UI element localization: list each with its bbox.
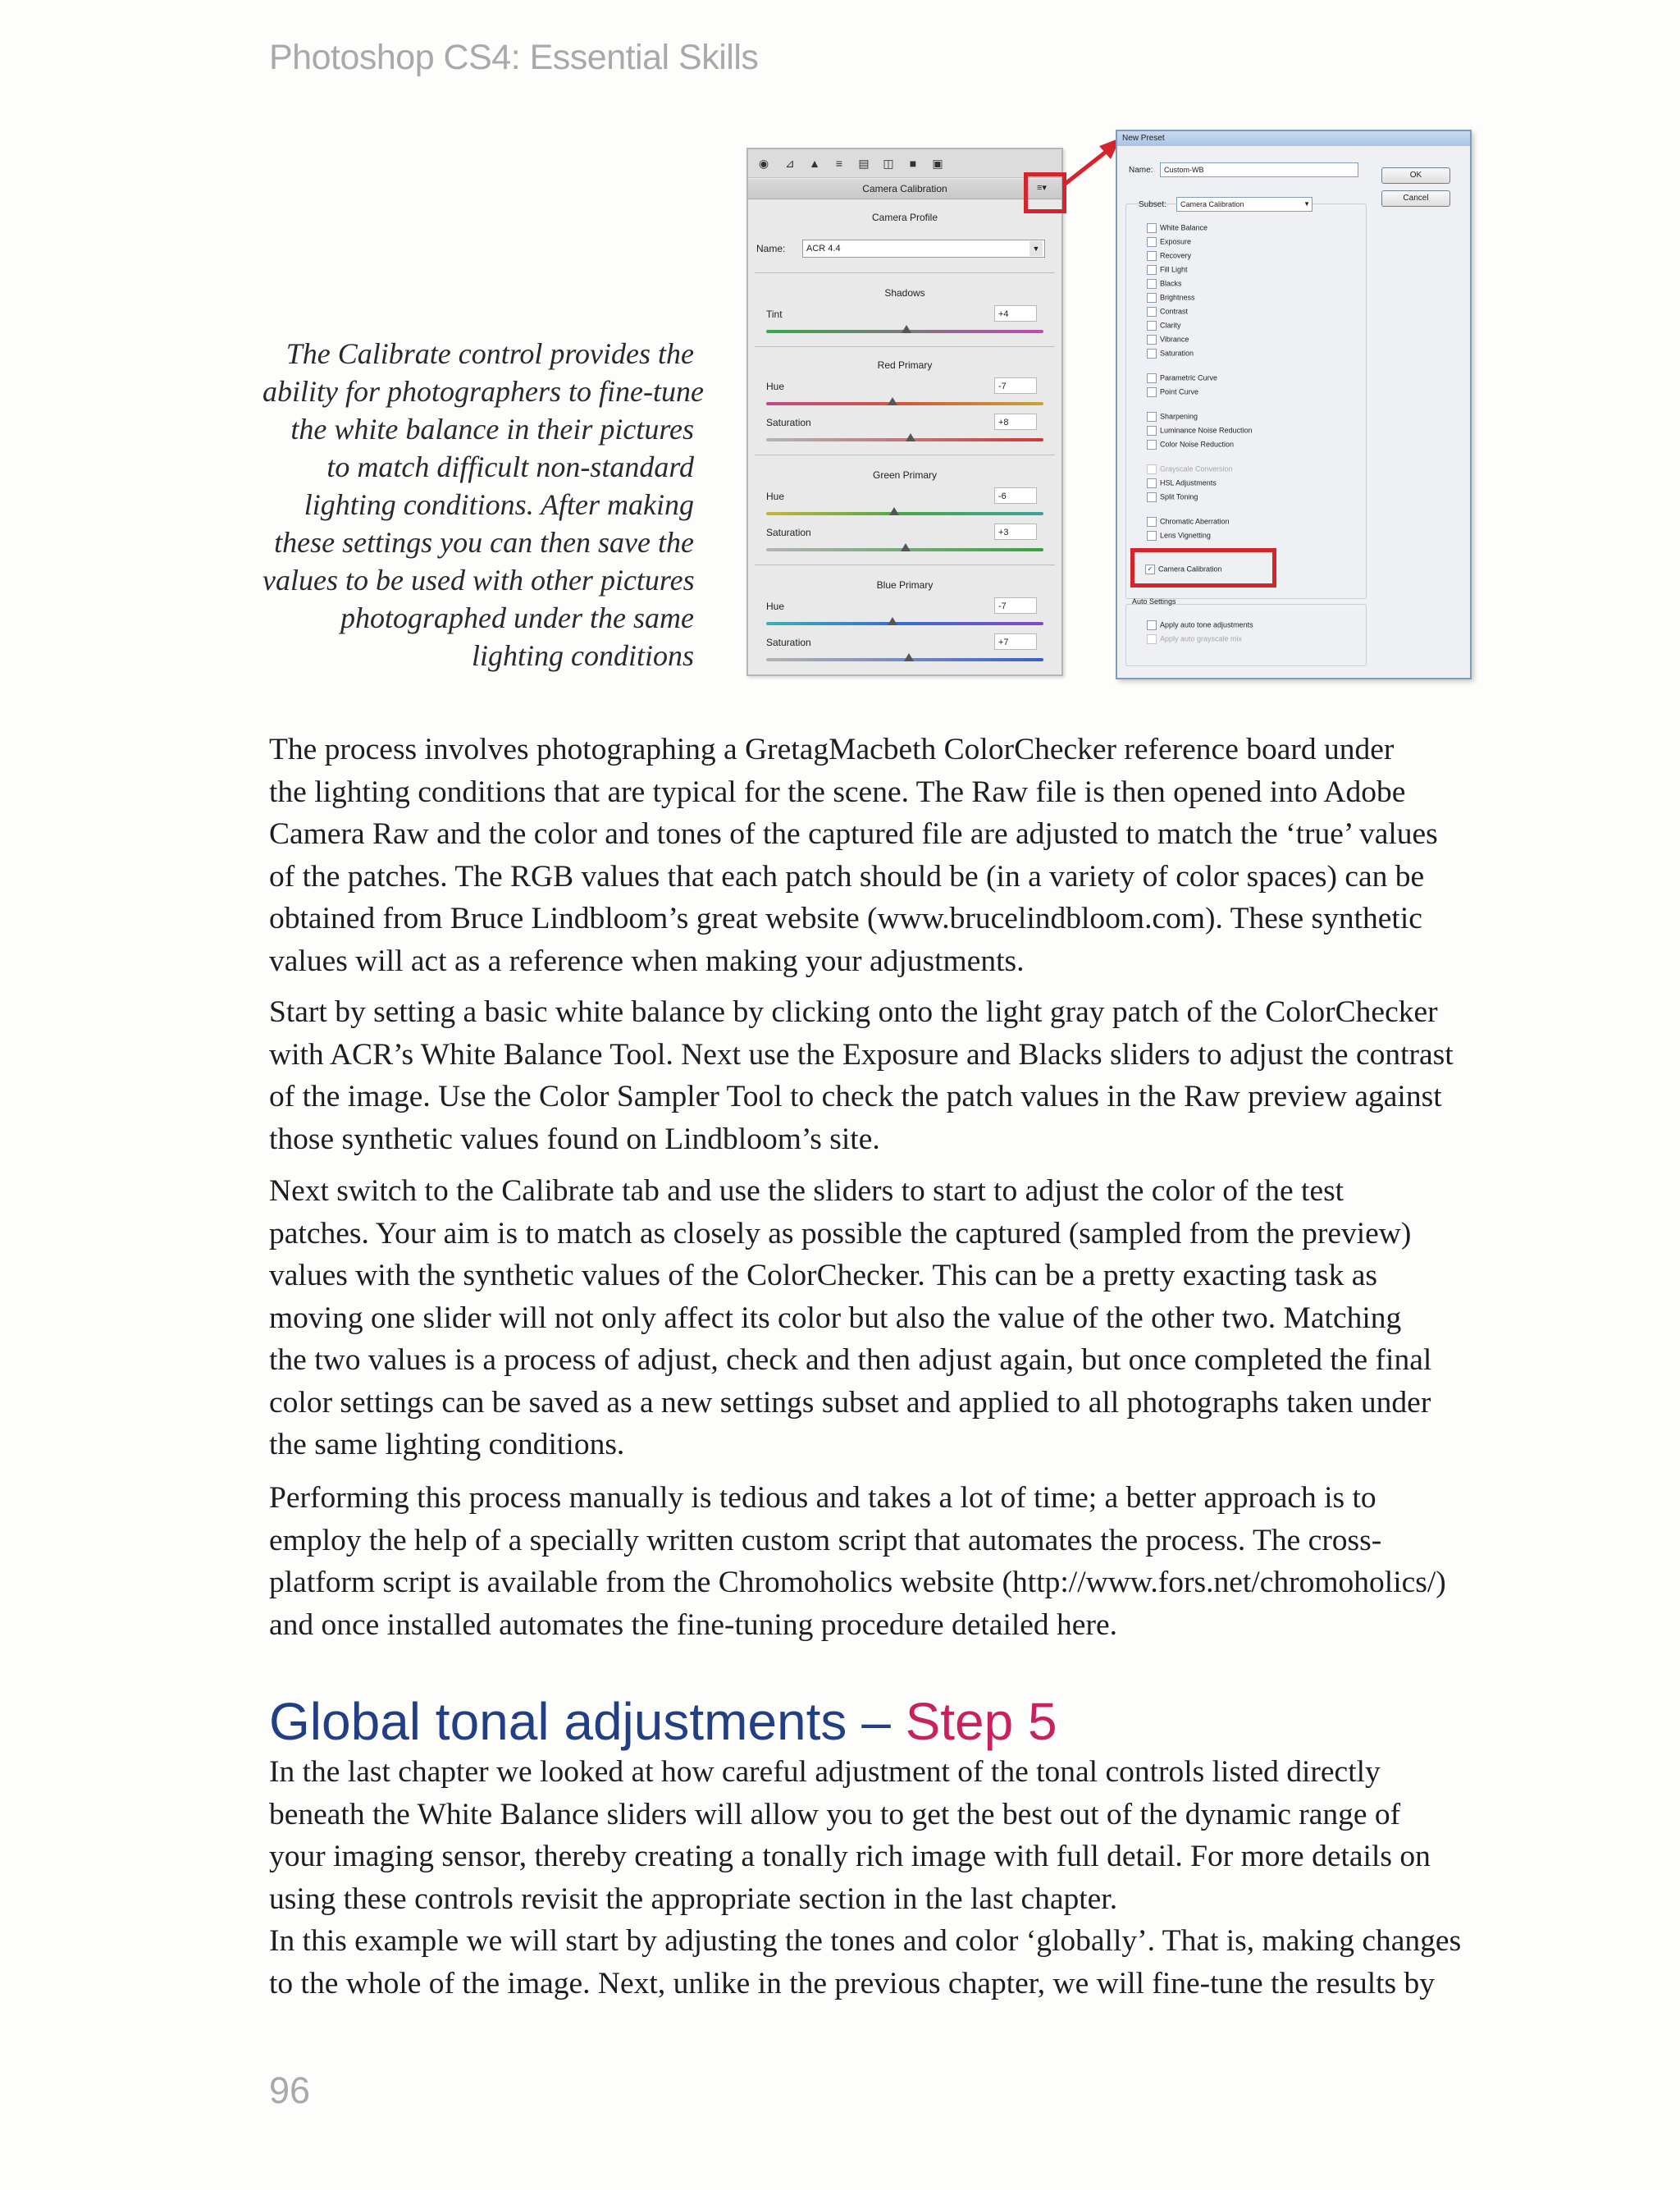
checkbox-grayscale-conversion bbox=[1147, 464, 1233, 474]
preset-name-input[interactable]: Custom-WB bbox=[1160, 162, 1358, 177]
checkbox-auto-grayscale bbox=[1147, 634, 1242, 644]
checkbox-label: Saturation bbox=[1160, 349, 1194, 358]
checkbox-label: Split Toning bbox=[1160, 492, 1198, 501]
checkbox-icon bbox=[1147, 321, 1157, 331]
blue-saturation-value-field[interactable]: +7 bbox=[994, 633, 1037, 650]
checkbox-icon bbox=[1147, 440, 1157, 450]
paragraph bbox=[269, 1751, 1475, 2005]
page-number: 96 bbox=[269, 2069, 311, 2111]
subset-value: Camera Calibration bbox=[1180, 200, 1244, 208]
caption-line: the white balance in their pictures bbox=[290, 413, 694, 446]
red-primary-heading: Red Primary bbox=[877, 359, 933, 371]
green-saturation-value-field[interactable]: +3 bbox=[994, 523, 1037, 540]
checkbox-label: Parametric Curve bbox=[1160, 373, 1218, 382]
tint-value-field[interactable]: +4 bbox=[994, 305, 1037, 322]
subset-label: Subset: bbox=[1139, 200, 1166, 209]
red-hue-label: Hue bbox=[766, 381, 785, 392]
text-line: the lighting conditions that are typical for the scene. The Raw file is then opened into Adobe bbox=[269, 775, 1406, 809]
checkbox-icon bbox=[1147, 492, 1157, 502]
checkbox-icon bbox=[1147, 426, 1157, 436]
checkbox-recovery[interactable] bbox=[1147, 251, 1191, 261]
basic-tab-icon[interactable]: ◉ bbox=[758, 157, 769, 170]
checkbox-fill-light[interactable] bbox=[1147, 265, 1188, 275]
detail-tab-icon[interactable]: ▲ bbox=[809, 157, 820, 170]
checkbox-auto-tone[interactable] bbox=[1147, 620, 1253, 630]
text-line: beneath the White Balance sliders will allow you to get the best out of the dynamic range of bbox=[269, 1797, 1401, 1831]
caption-line: lighting conditions. After making bbox=[304, 488, 694, 521]
text-line: patches. Your aim is to match as closely as possible the captured (sampled from the preview) bbox=[269, 1216, 1412, 1250]
caption-line: ability for photographers to fine-tune bbox=[262, 375, 704, 408]
tone-curve-tab-icon[interactable]: ⊿ bbox=[785, 157, 795, 170]
checkbox-brightness[interactable] bbox=[1147, 293, 1195, 303]
text-line: In the last chapter we looked at how careful adjustment of the tonal controls listed directly bbox=[269, 1755, 1381, 1789]
red-saturation-value-field[interactable]: +8 bbox=[994, 414, 1037, 430]
checkbox-exposure[interactable] bbox=[1147, 237, 1191, 247]
checkbox-label: Blacks bbox=[1160, 279, 1182, 288]
checkmark-icon: ✓ bbox=[1145, 565, 1155, 574]
text-line: obtained from Bruce Lindbloom’s great website (www.brucelindbloom.com). These synthetic bbox=[269, 902, 1422, 935]
blue-saturation-label: Saturation bbox=[766, 637, 811, 648]
checkbox-icon bbox=[1147, 279, 1157, 289]
checkbox-blacks[interactable] bbox=[1147, 279, 1182, 289]
auto-settings-label: Auto Settings bbox=[1132, 597, 1176, 606]
checkbox-chromatic-aberration[interactable] bbox=[1147, 517, 1230, 527]
checkbox-icon bbox=[1147, 335, 1157, 345]
camera-profile-heading: Camera Profile bbox=[871, 212, 938, 223]
text-line: In this example we will start by adjusting the tones and color ‘globally’. That is, making changes bbox=[269, 1924, 1462, 1958]
checkbox-icon bbox=[1147, 620, 1157, 630]
text-line: those synthetic values found on Lindbloom’s site. bbox=[269, 1122, 880, 1156]
red-saturation-label: Saturation bbox=[766, 417, 811, 428]
paragraph bbox=[269, 1170, 1475, 1466]
text-line: with ACR’s White Balance Tool. Next use the Exposure and Blacks sliders to adjust the contrast bbox=[269, 1037, 1454, 1072]
text-line: Next switch to the Calibrate tab and use the sliders to start to adjust the color of the test bbox=[269, 1174, 1344, 1208]
preset-name-label: Name: bbox=[1129, 166, 1153, 175]
checkbox-label: Clarity bbox=[1160, 321, 1181, 330]
checkbox-sharpening[interactable] bbox=[1147, 412, 1198, 422]
checkbox-icon bbox=[1147, 517, 1157, 527]
checkbox-icon bbox=[1147, 634, 1157, 644]
profile-name-value: ACR 4.4 bbox=[806, 244, 841, 254]
figure-caption bbox=[262, 335, 704, 674]
text-line: color settings can be saved as a new settings subset and applied to all photographs taken under bbox=[269, 1385, 1431, 1420]
paragraph bbox=[269, 729, 1475, 982]
text-line: Camera Raw and the color and tones of the captured file are adjusted to match the ‘true’ values bbox=[269, 817, 1438, 851]
checkbox-white-balance[interactable] bbox=[1147, 223, 1208, 233]
green-primary-heading: Green Primary bbox=[872, 469, 938, 481]
checkbox-icon bbox=[1147, 373, 1157, 383]
checkbox-label: White Balance bbox=[1160, 223, 1208, 232]
red-hue-value-field[interactable]: -7 bbox=[994, 377, 1037, 394]
checkbox-label: Contrast bbox=[1160, 307, 1189, 316]
split-toning-tab-icon[interactable]: ▤ bbox=[858, 157, 870, 170]
green-hue-value-field[interactable]: -6 bbox=[994, 487, 1037, 504]
subset-select[interactable] bbox=[1176, 197, 1312, 212]
checkbox-icon bbox=[1147, 531, 1157, 541]
red-hue-slider-track[interactable] bbox=[766, 402, 1043, 405]
blue-primary-heading: Blue Primary bbox=[876, 579, 934, 591]
checkbox-saturation[interactable] bbox=[1147, 349, 1194, 359]
running-head: Photoshop CS4: Essential Skills bbox=[269, 38, 759, 77]
text-line: employ the help of a specially written custom script that automates the process. The cross- bbox=[269, 1523, 1382, 1557]
green-hue-slider-thumb[interactable] bbox=[889, 507, 899, 515]
checkbox-icon bbox=[1147, 349, 1157, 359]
heading-main-text: Global tonal adjustments – bbox=[269, 1692, 906, 1751]
hsl-tab-icon[interactable]: ≡ bbox=[835, 157, 843, 170]
caption-line: values to be used with other pictures bbox=[262, 564, 695, 597]
text-line: the same lighting conditions. bbox=[269, 1428, 625, 1461]
blue-saturation-slider-thumb[interactable] bbox=[904, 653, 914, 661]
checkbox-contrast[interactable] bbox=[1147, 307, 1188, 317]
acr-toolbar bbox=[748, 149, 1061, 178]
shadows-heading: Shadows bbox=[884, 287, 925, 299]
checkbox-icon bbox=[1147, 265, 1157, 275]
blue-hue-slider-track[interactable] bbox=[766, 622, 1043, 625]
caption-line: The Calibrate control provides the bbox=[285, 337, 694, 370]
divider bbox=[755, 272, 1055, 273]
checkbox-lens-vignetting[interactable] bbox=[1147, 531, 1211, 541]
checkbox-icon bbox=[1147, 293, 1157, 303]
text-line: The process involves photographing a GretagMacbeth ColorChecker reference board under bbox=[269, 733, 1395, 766]
profile-name-label: Name: bbox=[756, 243, 786, 254]
paragraph bbox=[269, 991, 1475, 1160]
menu-highlight-box bbox=[1024, 172, 1066, 213]
blue-hue-value-field[interactable]: -7 bbox=[994, 597, 1037, 614]
checkbox-label: Apply auto tone adjustments bbox=[1160, 620, 1253, 629]
panel-menu-icon[interactable]: ≡▾ bbox=[1037, 183, 1047, 193]
text-line: Start by setting a basic white balance by clicking onto the light gray patch of the ColorChecker bbox=[269, 995, 1438, 1029]
text-line: and once installed automates the fine-tuning procedure detailed here. bbox=[269, 1607, 1117, 1642]
red-saturation-slider-thumb[interactable] bbox=[906, 433, 915, 441]
tint-label: Tint bbox=[766, 309, 783, 320]
text-line: of the patches. The RGB values that each patch should be (in a variety of color spaces) can be bbox=[269, 859, 1425, 894]
checkbox-icon bbox=[1147, 387, 1157, 397]
caption-line: these settings you can then save the bbox=[274, 526, 694, 559]
camera-calibration-highlight-box bbox=[1130, 548, 1276, 588]
blue-hue-label: Hue bbox=[766, 601, 785, 612]
checkbox-label: Point Curve bbox=[1160, 387, 1199, 396]
text-line: using these controls revisit the appropriate section in the last chapter. bbox=[269, 1881, 1118, 1916]
panel-title: Camera Calibration bbox=[748, 179, 1061, 199]
green-hue-slider-track[interactable] bbox=[766, 512, 1043, 515]
checkbox-icon bbox=[1147, 464, 1157, 474]
chevron-down-icon: ▼ bbox=[1029, 241, 1043, 256]
checkbox-label: Chromatic Aberration bbox=[1160, 517, 1230, 526]
checkbox-icon bbox=[1147, 478, 1157, 488]
presets-tab-icon[interactable]: ▣ bbox=[932, 157, 943, 170]
text-line: moving one slider will not only affect its color but also the value of the other two. Matching bbox=[269, 1301, 1402, 1335]
checkbox-label: Brightness bbox=[1160, 293, 1195, 302]
text-line: your imaging sensor, thereby creating a tonally rich image with full detail. For more details on bbox=[269, 1840, 1431, 1873]
checkbox-label: Lens Vignetting bbox=[1160, 531, 1211, 540]
lens-corrections-tab-icon[interactable]: ◫ bbox=[883, 157, 894, 170]
checkbox-label: Luminance Noise Reduction bbox=[1160, 426, 1253, 435]
cancel-button[interactable]: Cancel bbox=[1381, 190, 1450, 207]
green-saturation-label: Saturation bbox=[766, 527, 811, 538]
caption-line: lighting conditions bbox=[471, 639, 694, 672]
dialog-title: New Preset bbox=[1117, 131, 1470, 146]
checkbox-icon bbox=[1147, 237, 1157, 247]
profile-name-select[interactable] bbox=[802, 240, 1045, 258]
checkbox-icon bbox=[1147, 223, 1157, 233]
camera-calibration-tab-icon[interactable]: ■ bbox=[909, 157, 917, 170]
section-heading bbox=[269, 1689, 1057, 1754]
checkbox-label: Camera Calibration bbox=[1158, 565, 1222, 574]
checkbox-color-noise-reduction[interactable] bbox=[1147, 440, 1234, 450]
text-line: Performing this process manually is tedious and takes a lot of time; a better approach is to bbox=[269, 1481, 1376, 1515]
checkbox-icon bbox=[1147, 307, 1157, 317]
camera-calibration-panel bbox=[746, 148, 1063, 676]
checkbox-point-curve[interactable] bbox=[1147, 387, 1198, 397]
heading-step-text: Step 5 bbox=[905, 1692, 1057, 1751]
ok-button[interactable]: OK bbox=[1381, 167, 1450, 184]
caption-line: photographed under the same bbox=[340, 601, 694, 634]
text-line: values with the synthetic values of the ColorChecker. This can be a pretty exacting task as bbox=[269, 1259, 1378, 1292]
checkbox-label: Grayscale Conversion bbox=[1160, 464, 1233, 473]
checkbox-luminance-noise-reduction[interactable] bbox=[1147, 426, 1253, 436]
checkbox-label: Sharpening bbox=[1160, 412, 1198, 421]
text-line: the two values is a process of adjust, check and then adjust again, but once completed the final bbox=[269, 1343, 1432, 1377]
checkbox-split-toning[interactable] bbox=[1147, 492, 1198, 502]
checkbox-label: HSL Adjustments bbox=[1160, 478, 1217, 487]
red-hue-slider-thumb[interactable] bbox=[888, 397, 897, 405]
blue-hue-slider-thumb[interactable] bbox=[888, 617, 897, 625]
checkbox-label: Fill Light bbox=[1160, 265, 1188, 274]
caption-line: to match difficult non-standard bbox=[326, 450, 694, 483]
checkbox-label: Apply auto grayscale mix bbox=[1160, 634, 1243, 643]
checkbox-vibrance[interactable] bbox=[1147, 335, 1189, 345]
checkbox-parametric-curve[interactable] bbox=[1147, 373, 1217, 383]
green-hue-label: Hue bbox=[766, 491, 785, 502]
checkbox-hsl-adjustments[interactable] bbox=[1147, 478, 1217, 488]
checkbox-clarity[interactable] bbox=[1147, 321, 1181, 331]
paragraph bbox=[269, 1477, 1475, 1646]
checkbox-label: Recovery bbox=[1160, 251, 1192, 260]
chevron-down-icon: ▼ bbox=[1303, 200, 1310, 208]
text-line: values will act as a reference when making your adjustments. bbox=[269, 944, 1025, 978]
checkbox-label: Exposure bbox=[1160, 237, 1192, 246]
text-line: of the image. Use the Color Sampler Tool to check the patch values in the Raw preview against bbox=[269, 1080, 1442, 1113]
checkbox-label: Vibrance bbox=[1160, 335, 1189, 344]
checkbox-icon bbox=[1147, 412, 1157, 422]
new-preset-dialog bbox=[1116, 130, 1472, 679]
divider bbox=[755, 346, 1055, 347]
checkbox-icon bbox=[1147, 251, 1157, 261]
checkbox-label: Color Noise Reduction bbox=[1160, 440, 1235, 449]
text-line: platform script is available from the Chromoholics website (http://www.fors.net/chromoholics/) bbox=[269, 1566, 1446, 1599]
text-line: to the whole of the image. Next, unlike in the previous chapter, we will fine-tune the results by bbox=[269, 1966, 1436, 2000]
red-saturation-slider-track[interactable] bbox=[766, 438, 1043, 441]
green-saturation-slider-thumb[interactable] bbox=[901, 543, 911, 551]
tint-slider-thumb[interactable] bbox=[902, 325, 911, 333]
